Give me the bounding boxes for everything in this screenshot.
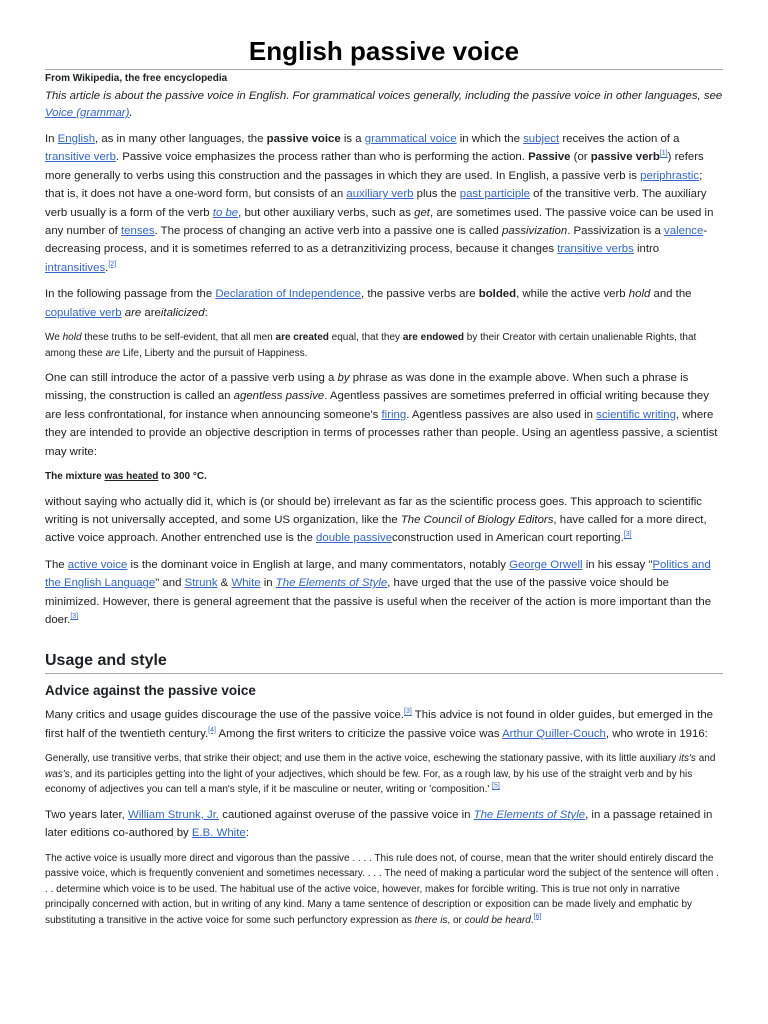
text: Life, Liberty and the pursuit of Happiness. [120, 347, 308, 359]
italic-term: could be heard [464, 914, 531, 926]
text: -decreasing process, and it is sometimes referred to as a detranzitivizing process, because it changes [45, 225, 708, 256]
italic-term: by [337, 372, 350, 385]
text: : [204, 306, 208, 319]
text: equal, that they [328, 332, 403, 344]
ref-link-3[interactable]: [3] [623, 531, 632, 539]
active-voice-paragraph [45, 556, 723, 630]
text: , while the active verb [516, 288, 629, 301]
text: , as in many other languages, the [95, 133, 267, 145]
link-past-participle[interactable]: past participle [459, 188, 531, 201]
ref-link-4[interactable]: [4] [208, 727, 216, 735]
text: construction used in American court reporting. [392, 532, 624, 545]
quiller-quote [45, 751, 723, 798]
text: The active voice is usually more direct and vigorous than the passive . . . . This rule does not, of course, mean that the writer should entirely discard the passive voice, which is frequently convenient and sometimes necessary. . . . The need of making a particular word the subject of the sentence will often . . . determine which voice is to be used. The habitual use of the active voice, however, makes for forcible writing. This is true not only in narrative principally concerned with action, but in writing of any kind. Many a tame sentence of description or exposition can be made lively and emphatic by substituting a transitive in the active voice for some such perfunctory expression as [45, 852, 719, 926]
bold-term: passive voice [266, 133, 341, 145]
link-scientific-writing[interactable]: scientific writing [596, 408, 676, 421]
italic-term: hold [62, 332, 82, 344]
text: , have urged that the use of the passive voice should be minimized. However, there is general agreement that the passive is useful when the receiver of the action is more important than the doer. [45, 577, 712, 627]
strunk-quote [45, 851, 723, 929]
text: ) refers more generally to verbs using this construction and the passages in which they are used. In English, a passive verb is [45, 151, 704, 182]
text: . Agentless passives are also used in [406, 408, 597, 421]
text: of the transitive verb. The auxiliary verb usually is a form of the verb [45, 188, 707, 219]
section-heading-usage: Usage and style [45, 651, 723, 674]
italic-term: italicized [160, 306, 205, 319]
text: , and its participles getting into the light of your adjectives, which should be few. For, as a rough law, by his use of the straight verb and by his economy of adjectives you can tell a man's style, if it be masculine or neuter, writing or 'composition.' [45, 768, 693, 796]
link-elements-of-style-2[interactable]: The Elements of Style [473, 808, 586, 821]
text: Two years later, [45, 808, 128, 821]
text: . Agentless passives are sometimes preferred in official writing because they are less confrontational, for instance when announcing someone's [45, 390, 709, 421]
link-grammatical-voice[interactable]: grammatical voice [364, 133, 457, 145]
declaration-quote [45, 330, 723, 361]
link-politics-english[interactable]: Politics and the English Language [45, 558, 711, 590]
text: (or [570, 151, 591, 164]
link-english[interactable]: English [57, 133, 96, 145]
italic-term: there is [414, 914, 448, 926]
italic-term: its's [679, 753, 696, 765]
title-divider [45, 69, 723, 70]
text: . Passive voice emphasizes the process rather than who is performing the action. [115, 151, 529, 164]
link-valence[interactable]: valence [664, 225, 704, 238]
link-active-voice[interactable]: active voice [67, 558, 128, 571]
mixture-quote [45, 469, 723, 485]
link-transitive-verb[interactable]: transitive verb [45, 151, 116, 164]
text: , have called for a more direct, active voice approach. Another entrenched use is the [45, 514, 707, 545]
link-auxiliary-verb[interactable]: auxiliary verb [346, 188, 414, 201]
text: , in a passage retained in later editions co-authored by [45, 808, 713, 840]
italic-term: The Council of Biology Editors [400, 514, 554, 526]
text: and the [650, 288, 692, 301]
link-periphrastic[interactable]: periphrastic [640, 169, 700, 182]
text: The [45, 558, 68, 571]
text: This advice is not found in older guides, but emerged in the first half of the twentieth century. [45, 709, 714, 740]
hatnote [45, 88, 723, 122]
site-subtitle: From Wikipedia, the free encyclopedia [45, 73, 228, 84]
subsection-heading-advice: Advice against the passive voice [45, 683, 256, 699]
text: are [141, 306, 161, 319]
italic-term: are [124, 306, 142, 319]
link-strunk[interactable]: Strunk [184, 577, 218, 590]
page-title: English passive voice [248, 36, 520, 66]
text: , who wrote in 1916: [605, 727, 708, 740]
link-firing[interactable]: firing [381, 408, 407, 421]
ref-link-3b[interactable]: [3] [70, 613, 79, 621]
italic-term: hold [628, 288, 651, 301]
critics-paragraph [45, 706, 723, 743]
text: We [45, 332, 63, 344]
text: Generally, use transitive verbs, that strike their object; and use them in the active voice, eschewing the stationary passive, with its little auxiliary [45, 753, 679, 765]
hatnote-text: This article is about the passive voice in English. For grammatical voices generally, including the passive voice in other languages, see [45, 90, 723, 102]
text: plus the [413, 188, 460, 201]
text: intro [633, 243, 660, 256]
bold-term: passive verb [590, 151, 660, 164]
text: One can still introduce the actor of a passive verb using a [45, 372, 338, 385]
text: ; that is, it does not have a one-word form, but consists of an [45, 169, 703, 201]
text: and [695, 753, 716, 765]
hatnote-end: . [129, 107, 133, 119]
text: receives the action of a [559, 133, 680, 145]
text: by their Creator with certain unalienable Rights, that among these [45, 332, 697, 359]
text: , where they are intended to provide an objective description in terms of processes rather than people. Using an agentless passive, a scientist may write: [45, 408, 718, 458]
italic-term: are [105, 347, 121, 359]
text: in [260, 577, 276, 590]
link-white[interactable]: White [231, 577, 261, 590]
link-eb-white[interactable]: E.B. White [191, 827, 246, 840]
link-tenses[interactable]: tenses [120, 225, 155, 238]
ref-link-3c[interactable]: [3] [404, 708, 412, 716]
ref-link-2[interactable]: [2] [108, 261, 117, 269]
link-intransitives[interactable]: intransitives [45, 261, 106, 274]
text: , or [447, 914, 465, 926]
link-copulative-verb[interactable]: copulative verb [45, 306, 122, 319]
intro-paragraph [45, 130, 723, 277]
text: Many critics and usage guides discourage the use of the passive voice. [45, 709, 405, 722]
link-voice-grammar[interactable]: Voice (grammar) [45, 107, 130, 119]
link-elements-of-style[interactable]: The Elements of Style [275, 577, 388, 590]
text: in which the [456, 133, 524, 145]
bold-term: are created [275, 332, 329, 344]
italic-term: was's [45, 768, 70, 780]
underlined-term: was heated [104, 471, 159, 483]
text: these truths to be self-evident, that all men [81, 332, 276, 344]
bold-term: are endowed [402, 332, 464, 344]
link-subject[interactable]: subject [523, 133, 560, 145]
article-content [45, 0, 723, 928]
text: without saying who actually did it, which is (or should be) irrelevant as far as the scientific process goes. This approach to scientific writing is not universally accepted, and some US organization, like the [45, 495, 702, 526]
text: , are sometimes used. The passive voice can be used in any number of [45, 206, 714, 238]
text: & [217, 577, 232, 590]
text: , the passive verbs are [360, 288, 479, 301]
declaration-paragraph [45, 285, 723, 322]
text: In the following passage from the [45, 288, 216, 301]
ref-link-1[interactable]: [1] [659, 150, 668, 158]
text: . [105, 261, 109, 274]
link-double-passive[interactable]: double passive [316, 532, 393, 545]
text: : [245, 827, 249, 840]
text: Among the first writers to criticize the passive voice was [215, 727, 503, 740]
text: , but other auxiliary verbs, such as [238, 206, 415, 219]
link-declaration[interactable]: Declaration of Independence [215, 288, 361, 301]
text: phrase as was done in the example above. When such a phrase is missing, the construction is called an [45, 372, 689, 403]
link-george-orwell[interactable]: George Orwell [509, 558, 583, 571]
link-william-strunk[interactable]: William Strunk, Jr. [127, 808, 220, 821]
bold-term: bolded [478, 288, 517, 301]
agentless-paragraph [45, 369, 723, 461]
italic-term: get [414, 206, 430, 219]
bold-term: Passive [528, 151, 571, 164]
text: " and [155, 577, 185, 590]
text: . The process of changing an active verb into a passive one is called [154, 225, 502, 238]
without-paragraph [45, 493, 723, 548]
text: in his essay " [582, 558, 653, 571]
text: to 300 °C. [158, 471, 207, 483]
text: The mixture [45, 471, 105, 483]
italic-term: passivization [501, 225, 568, 238]
text: is a [340, 133, 365, 145]
strunk-paragraph [45, 806, 723, 843]
link-to-be[interactable]: to be [212, 206, 239, 219]
ref-link-6[interactable]: [6] [533, 913, 542, 921]
link-transitive-verbs[interactable]: transitive verbs [557, 243, 634, 256]
link-quiller-couch[interactable]: Arthur Quiller-Couch [502, 727, 606, 740]
italic-term: agentless passive [233, 390, 325, 403]
text: cautioned against overuse of the passive voice in [219, 808, 474, 821]
text: . [530, 914, 534, 926]
text: . Passivization is a [567, 225, 665, 238]
text: is the dominant voice in English at large, and many commentators, notably [127, 558, 510, 571]
ref-link-5[interactable]: [5] [492, 782, 500, 790]
text: In [45, 133, 58, 145]
